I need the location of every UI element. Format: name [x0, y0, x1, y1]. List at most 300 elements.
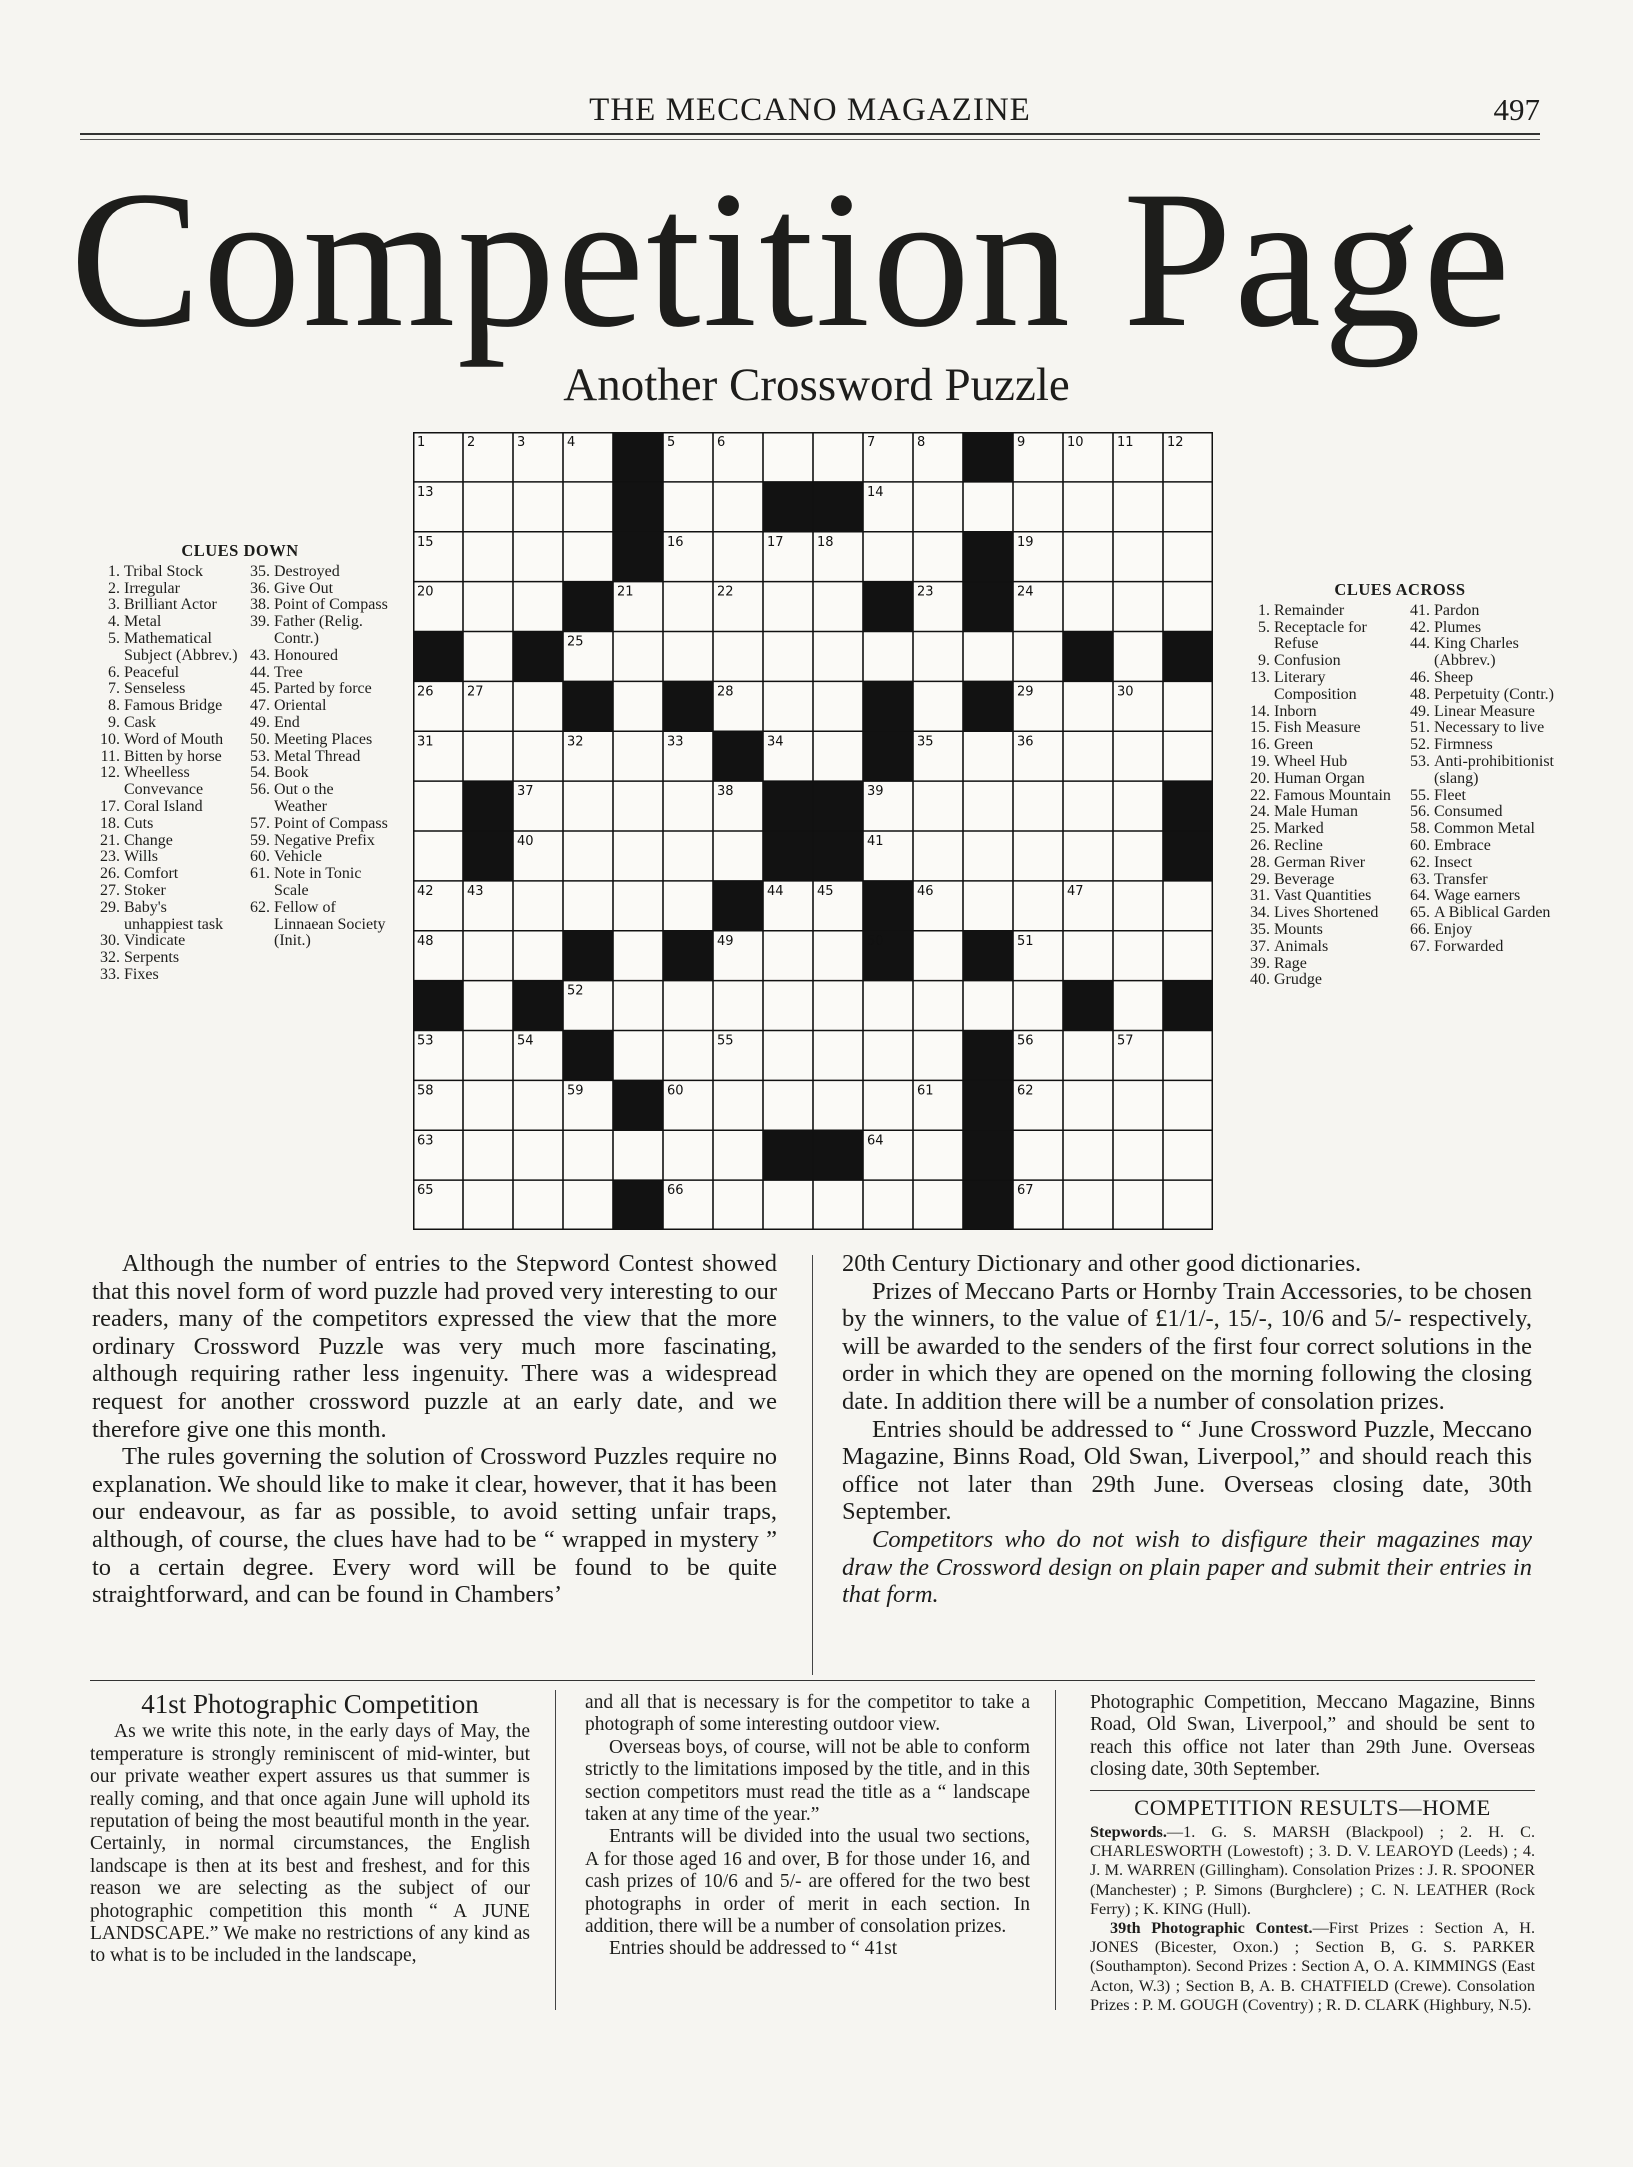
clue-text: Word of Mouth — [124, 730, 224, 748]
cell-number: 51 — [1017, 933, 1034, 949]
black-square — [763, 1130, 813, 1180]
clue-number: 56. — [250, 781, 270, 799]
cell-number: 14 — [867, 484, 884, 500]
clue-text: Famous Bridge — [124, 697, 223, 715]
clue-text: Tree — [274, 663, 303, 681]
clue-item — [90, 614, 240, 631]
clue-item — [1240, 821, 1400, 838]
clue-item — [1400, 855, 1560, 872]
clue-item — [1240, 737, 1400, 754]
cell-number: 32 — [567, 734, 584, 750]
clue-text: Recline — [1274, 836, 1323, 854]
clue-item — [1240, 670, 1400, 704]
clue-text: Coral Island — [124, 797, 203, 815]
cell-number: 6 — [717, 435, 726, 450]
cell-number: 11 — [1117, 435, 1134, 450]
cell-number: 62 — [1017, 1083, 1034, 1099]
clue-text: Wheel Hub — [1274, 752, 1348, 770]
cell-number: 41 — [867, 834, 884, 849]
clue-number: 43. — [250, 646, 270, 664]
clue-item — [90, 950, 240, 967]
black-square — [663, 681, 713, 731]
clue-number: 30. — [100, 932, 120, 950]
cell-number: 28 — [717, 684, 734, 700]
clue-text: Embrace — [1434, 836, 1491, 854]
clue-text: Fish Measure — [1274, 719, 1361, 737]
cell-number: 55 — [717, 1033, 734, 1049]
cell-number: 13 — [417, 484, 434, 500]
page-title: Competition Page — [70, 151, 1512, 368]
cell-number: 17 — [767, 534, 784, 550]
column-divider — [812, 1255, 813, 1675]
photo-column-2 — [585, 1692, 1030, 1961]
clue-number: 21. — [100, 831, 120, 849]
clue-number: 45. — [250, 680, 270, 698]
clue-number: 12. — [100, 764, 120, 782]
clue-number: 49. — [250, 713, 270, 731]
cell-number: 7 — [867, 435, 876, 450]
clue-text: Father (Relig. Contr.) — [274, 613, 363, 647]
clue-item — [1400, 838, 1560, 855]
clue-text: Book — [274, 764, 309, 782]
cell-number: 49 — [717, 933, 734, 949]
black-square — [513, 981, 563, 1031]
clue-text: Famous Mountain — [1274, 786, 1391, 804]
cell-number: 24 — [1017, 584, 1034, 600]
clue-item — [90, 681, 240, 698]
cell-number: 37 — [517, 784, 534, 800]
clue-number: 5. — [108, 629, 120, 647]
black-square — [1063, 981, 1113, 1031]
page-number: 497 — [1493, 92, 1540, 127]
clue-number: 60. — [250, 848, 270, 866]
photo-paragraph: Overseas boys, of course, will not be able to conform strictly to the limitations imposed by the title, and in this section competitors must read the title as a “ landscape taken at any time of the year.” — [585, 1736, 1030, 1826]
masthead — [80, 92, 1540, 138]
cell-number: 27 — [467, 684, 484, 700]
clue-item — [1400, 603, 1560, 620]
clue-number: 25. — [1250, 820, 1270, 838]
clue-number: 1. — [108, 562, 120, 580]
clue-item — [90, 715, 240, 732]
clue-text: Vindicate — [124, 932, 186, 950]
cell-number: 64 — [867, 1133, 884, 1149]
clue-text: Out o the Weather — [274, 781, 334, 815]
clues-across-column-1 — [1240, 603, 1400, 989]
clue-number: 44. — [1410, 635, 1430, 653]
clue-number: 20. — [1250, 769, 1270, 787]
cell-number: 10 — [1067, 435, 1084, 450]
clue-text: Irregular — [124, 579, 180, 597]
clue-text: Plumes — [1434, 618, 1482, 636]
clue-text: Male Human — [1274, 803, 1358, 821]
black-square — [1163, 632, 1213, 682]
clue-item — [90, 883, 240, 900]
clue-item — [240, 648, 390, 665]
black-square — [1163, 831, 1213, 881]
clue-text: Human Organ — [1274, 769, 1365, 787]
clue-item — [1400, 636, 1560, 670]
stepwords-label: Stepwords. — [1090, 1823, 1167, 1842]
clue-number: 9. — [1258, 652, 1270, 670]
clue-item — [1240, 653, 1400, 670]
clue-text: Point of Compass — [274, 596, 388, 614]
clue-text: Bitten by horse — [124, 747, 222, 765]
clue-number: 17. — [100, 797, 120, 815]
clue-item — [240, 749, 390, 766]
clue-text: Vast Quantities — [1274, 887, 1372, 905]
black-square — [963, 1031, 1013, 1081]
section-rule — [90, 1680, 1535, 1681]
clue-number: 32. — [100, 949, 120, 967]
clue-item — [90, 631, 240, 665]
clue-number: 64. — [1410, 887, 1430, 905]
clue-number: 67. — [1410, 937, 1430, 955]
clue-number: 38. — [250, 596, 270, 614]
intro-paragraph: The rules governing the solution of Crossword Puzzles require no explanation. We should like to make it clear, however, that it has been our endeavour, as far as possible, to avoid setting unfair traps, although, of course, the clues have had to be “ wrapped in mystery ” to a certain degree. Every word will be found to be quite straightforward, and can be found in Chambers’ — [92, 1443, 777, 1609]
cell-number: 52 — [567, 983, 584, 999]
clue-item — [90, 597, 240, 614]
clue-number: 49. — [1410, 702, 1430, 720]
cell-number: 39 — [867, 784, 884, 800]
clue-number: 11. — [100, 747, 120, 765]
cell-number: 67 — [1017, 1183, 1034, 1199]
clue-item — [90, 564, 240, 581]
black-square — [763, 482, 813, 532]
clue-number: 55. — [1410, 786, 1430, 804]
black-square — [413, 981, 463, 1031]
cell-number: 48 — [417, 933, 434, 949]
cell-number: 29 — [1017, 684, 1034, 700]
clue-number: 26. — [100, 865, 120, 883]
black-square — [613, 532, 663, 582]
clue-text: Cuts — [124, 814, 154, 832]
clue-item — [90, 749, 240, 766]
clue-number: 10. — [100, 730, 120, 748]
clue-text: A Biblical Garden — [1434, 904, 1551, 922]
cell-number: 20 — [417, 584, 434, 600]
cell-number: 53 — [417, 1033, 434, 1049]
clue-item — [1240, 855, 1400, 872]
clue-item — [240, 698, 390, 715]
header-rule — [80, 133, 1540, 135]
clue-number: 39. — [1250, 954, 1270, 972]
clue-item — [240, 765, 390, 782]
clue-item — [90, 967, 240, 984]
black-square — [963, 1130, 1013, 1180]
clue-number: 37. — [1250, 937, 1270, 955]
clue-item — [1400, 872, 1560, 889]
clue-item — [90, 698, 240, 715]
clue-number: 53. — [250, 747, 270, 765]
results-heading: COMPETITION RESULTS—HOME — [1134, 1794, 1491, 1820]
clues-across-column-2 — [1400, 603, 1560, 989]
cell-number: 33 — [667, 734, 684, 750]
clue-item — [1240, 838, 1400, 855]
clue-text: Marked — [1274, 820, 1324, 838]
photo-column-3 — [1090, 1692, 1535, 2015]
clue-item — [1240, 754, 1400, 771]
photo-paragraph: Entries should be addressed to “ 41st — [609, 1938, 898, 1960]
clue-item — [240, 732, 390, 749]
cell-number: 26 — [417, 684, 434, 700]
clue-item — [1240, 620, 1400, 654]
clue-number: 52. — [1410, 736, 1430, 754]
intro-paragraph: 20th Century Dictionary and other good dictionaries. — [842, 1250, 1362, 1277]
clue-number: 22. — [1250, 786, 1270, 804]
clue-number: 42. — [1410, 618, 1430, 636]
clue-text: Beverage — [1274, 870, 1335, 888]
black-square — [613, 1080, 663, 1130]
clue-text: Stoker — [124, 881, 166, 899]
clue-number: 60. — [1410, 836, 1430, 854]
clue-item — [240, 849, 390, 866]
clue-number: 14. — [1250, 702, 1270, 720]
clues-across-heading: CLUES ACROSS — [1334, 580, 1466, 599]
black-square — [463, 781, 513, 831]
cell-number: 42 — [417, 883, 434, 899]
clue-item — [1400, 620, 1560, 637]
clue-text: Mathematical Subject (Abbrev.) — [124, 629, 238, 664]
black-square — [713, 731, 763, 781]
clue-item — [1240, 922, 1400, 939]
clue-text: Metal — [124, 613, 162, 631]
clue-item — [1240, 804, 1400, 821]
results-photo — [1090, 1919, 1535, 2015]
clue-number: 1. — [1258, 601, 1270, 619]
column-divider — [1055, 1690, 1056, 2010]
clue-item — [240, 581, 390, 598]
clue-text: Enjoy — [1434, 920, 1473, 938]
cell-number: 50 — [867, 933, 884, 949]
clue-item — [1400, 804, 1560, 821]
clue-text: Lives Shortened — [1274, 904, 1379, 922]
clue-item — [1400, 670, 1560, 687]
cell-number: 45 — [817, 883, 834, 899]
clue-text: Serpents — [124, 949, 180, 967]
black-square — [563, 582, 613, 632]
clue-item — [1400, 821, 1560, 838]
clue-number: 66. — [1410, 920, 1430, 938]
stepwords-winners: —1. G. S. MARSH (Blackpool) ; 2. H. C. CHARLESWORTH (Lowestoft) ; 3. D. V. LEAROYD (Leeds) ; 4. J. M. WARREN (Gillingham). Consolation Prizes : J. R. SPOONER (Manchester) ; P. Simons (Burghclere) ; C. N. LEATHER (Rock Ferry) ; K. KING (Hull). — [1090, 1823, 1535, 1918]
clue-text: Grudge — [1274, 971, 1322, 989]
clue-item — [1240, 905, 1400, 922]
black-square — [563, 681, 613, 731]
cell-number: 4 — [567, 435, 576, 450]
clue-item — [1240, 888, 1400, 905]
clue-text: Wheelless Convevance — [124, 764, 204, 799]
cell-number: 58 — [417, 1083, 434, 1099]
clue-text: Baby's unhappiest task — [124, 898, 224, 933]
cell-number: 57 — [1117, 1033, 1134, 1049]
black-square — [813, 831, 863, 881]
cell-number: 46 — [917, 883, 934, 899]
clue-number: 2. — [108, 579, 120, 597]
clue-text: Meeting Places — [274, 730, 373, 748]
clue-text: Perpetuity (Contr.) — [1434, 685, 1554, 703]
black-square — [863, 582, 913, 632]
clue-item — [240, 782, 390, 816]
cell-number: 44 — [767, 883, 784, 899]
black-square — [963, 1180, 1013, 1230]
clue-item — [90, 816, 240, 833]
clue-text: Forwarded — [1434, 937, 1504, 955]
clue-item — [1400, 704, 1560, 721]
cell-number: 9 — [1017, 435, 1026, 450]
clue-number: 48. — [1410, 685, 1430, 703]
clue-item — [240, 833, 390, 850]
clue-number: 9. — [108, 713, 120, 731]
clue-text: Remainder — [1274, 601, 1345, 619]
intro-paragraph: Competitors who do not wish to disfigure their magazines may draw the Crossword design on plain paper and submit their entries in that form. — [842, 1525, 1532, 1609]
clue-text: Rage — [1274, 954, 1307, 972]
clue-number: 31. — [1250, 887, 1270, 905]
clue-number: 59. — [250, 831, 270, 849]
clue-item — [240, 900, 390, 950]
cell-number: 30 — [1117, 684, 1134, 700]
photo-paragraph: Photographic Competition, Meccano Magazine, Binns Road, Old Swan, Liverpool,” and should be sent to reach this office not later than 29th June. Overseas closing date, 30th September. — [1090, 1692, 1535, 1781]
cell-number: 8 — [917, 435, 926, 450]
clue-text: Point of Compass — [274, 814, 388, 832]
clue-text: Consumed — [1434, 803, 1503, 821]
clues-across — [1240, 582, 1560, 989]
clue-item — [240, 564, 390, 581]
cell-number: 21 — [617, 584, 634, 600]
clue-number: 57. — [250, 814, 270, 832]
clue-text: Confusion — [1274, 652, 1341, 670]
clue-text: Wills — [124, 848, 159, 866]
clue-number: 13. — [1250, 668, 1270, 686]
photo-paragraph: Entrants will be divided into the usual two sections, A for those aged 16 and over, B for those under 16, and cash prizes of 10/6 and 5/- are offered for the two best photographs in order of merit in each section. In addition, there will be a number of consolation prizes. — [585, 1826, 1030, 1938]
intro-right-column — [842, 1250, 1532, 1609]
clue-item — [1240, 771, 1400, 788]
cell-number: 2 — [467, 435, 476, 450]
cell-number: 22 — [717, 584, 734, 600]
clue-item — [1240, 872, 1400, 889]
cell-number: 15 — [417, 534, 434, 550]
clue-number: 41. — [1410, 601, 1430, 619]
clue-number: 35. — [1250, 920, 1270, 938]
clue-number: 24. — [1250, 803, 1270, 821]
clue-number: 6. — [108, 663, 120, 681]
clues-down-column-1 — [90, 564, 240, 984]
clue-text: Give Out — [274, 579, 334, 597]
photo-contest-label: 39th Photographic Contest. — [1110, 1919, 1313, 1938]
clue-number: 47. — [250, 697, 270, 715]
clue-text: Literary Composition — [1274, 668, 1357, 703]
clue-number: 3. — [108, 596, 120, 614]
clue-text: Necessary to live — [1434, 719, 1545, 737]
black-square — [963, 432, 1013, 482]
cell-number: 65 — [417, 1183, 434, 1199]
black-square — [613, 482, 663, 532]
clue-item — [90, 833, 240, 850]
clue-text: Peaceful — [124, 663, 180, 681]
clue-item — [1400, 754, 1560, 788]
clue-text: Negative Prefix — [274, 831, 375, 849]
clue-text: Receptacle for Refuse — [1274, 618, 1367, 653]
clue-item — [1240, 972, 1400, 989]
black-square — [763, 831, 813, 881]
clue-number: 51. — [1410, 719, 1430, 737]
cell-number: 38 — [717, 784, 734, 800]
clue-text: Brilliant Actor — [124, 596, 217, 614]
cell-number: 35 — [917, 734, 934, 750]
clue-number: 4. — [108, 613, 120, 631]
clue-text: German River — [1274, 853, 1366, 871]
cell-number: 66 — [667, 1183, 684, 1199]
clue-text: Mounts — [1274, 920, 1323, 938]
clue-item — [1240, 939, 1400, 956]
cell-number: 31 — [417, 734, 434, 750]
clue-item — [1240, 788, 1400, 805]
cell-number: 47 — [1067, 883, 1084, 899]
clue-text: Senseless — [124, 680, 186, 698]
photo-column-1 — [90, 1689, 530, 1968]
clue-item — [1400, 687, 1560, 704]
black-square — [963, 582, 1013, 632]
cell-number: 19 — [1017, 534, 1034, 550]
clue-number: 34. — [1250, 904, 1270, 922]
cell-number: 60 — [667, 1083, 684, 1099]
clues-down — [90, 543, 390, 984]
clue-text: Note in Tonic Scale — [274, 865, 362, 899]
clue-text: Change — [124, 831, 173, 849]
clue-text: Common Metal — [1434, 820, 1535, 838]
clue-number: 44. — [250, 663, 270, 681]
black-square — [1163, 781, 1213, 831]
clue-text: Comfort — [124, 865, 179, 883]
clue-number: 62. — [250, 898, 270, 916]
clue-number: 46. — [1410, 668, 1430, 686]
clue-text: End — [274, 713, 300, 731]
black-square — [863, 881, 913, 931]
clue-item — [240, 866, 390, 900]
clue-item — [1400, 922, 1560, 939]
cell-number: 5 — [667, 435, 676, 450]
black-square — [1063, 632, 1113, 682]
clue-number: 61. — [250, 865, 270, 883]
clue-item — [1240, 720, 1400, 737]
clue-text: Oriental — [274, 697, 327, 715]
clue-number: 54. — [250, 764, 270, 782]
black-square — [813, 482, 863, 532]
results-rule — [1090, 1790, 1535, 1791]
clue-text: Vehicle — [274, 848, 322, 866]
black-square — [963, 931, 1013, 981]
clue-number: 23. — [100, 848, 120, 866]
black-square — [963, 1080, 1013, 1130]
clue-number: 56. — [1410, 803, 1430, 821]
clue-text: Sheep — [1434, 668, 1474, 686]
clue-item — [90, 665, 240, 682]
clue-number: 29. — [1250, 870, 1270, 888]
clue-number: 7. — [108, 680, 120, 698]
black-square — [463, 831, 513, 881]
black-square — [863, 681, 913, 731]
puzzle-subtitle: Another Crossword Puzzle — [563, 359, 1070, 411]
column-divider — [555, 1690, 556, 2010]
cell-number: 36 — [1017, 734, 1034, 750]
clue-number: 33. — [100, 965, 120, 983]
black-square — [813, 1130, 863, 1180]
clue-text: King Charles (Abbrev.) — [1434, 635, 1519, 670]
clue-text: Green — [1274, 736, 1314, 754]
photo-contest-winners: —First Prizes : Section A, H. JONES (Bicester, Oxon.) ; Section B, G. S. PARKER (Southampton). Second Prizes : Section A, O. A. KIMMINGS (East Acton, W.3) ; Section B, A. B. CHATFIELD (Crewe). Consolation Prizes : P. M. GOUGH (Coventry) ; R. D. CLARK (Highbury, N.5). — [1090, 1919, 1535, 2014]
cell-number: 12 — [1167, 435, 1184, 450]
clue-item — [90, 581, 240, 598]
clue-item — [1240, 956, 1400, 973]
cell-number: 63 — [417, 1133, 434, 1149]
